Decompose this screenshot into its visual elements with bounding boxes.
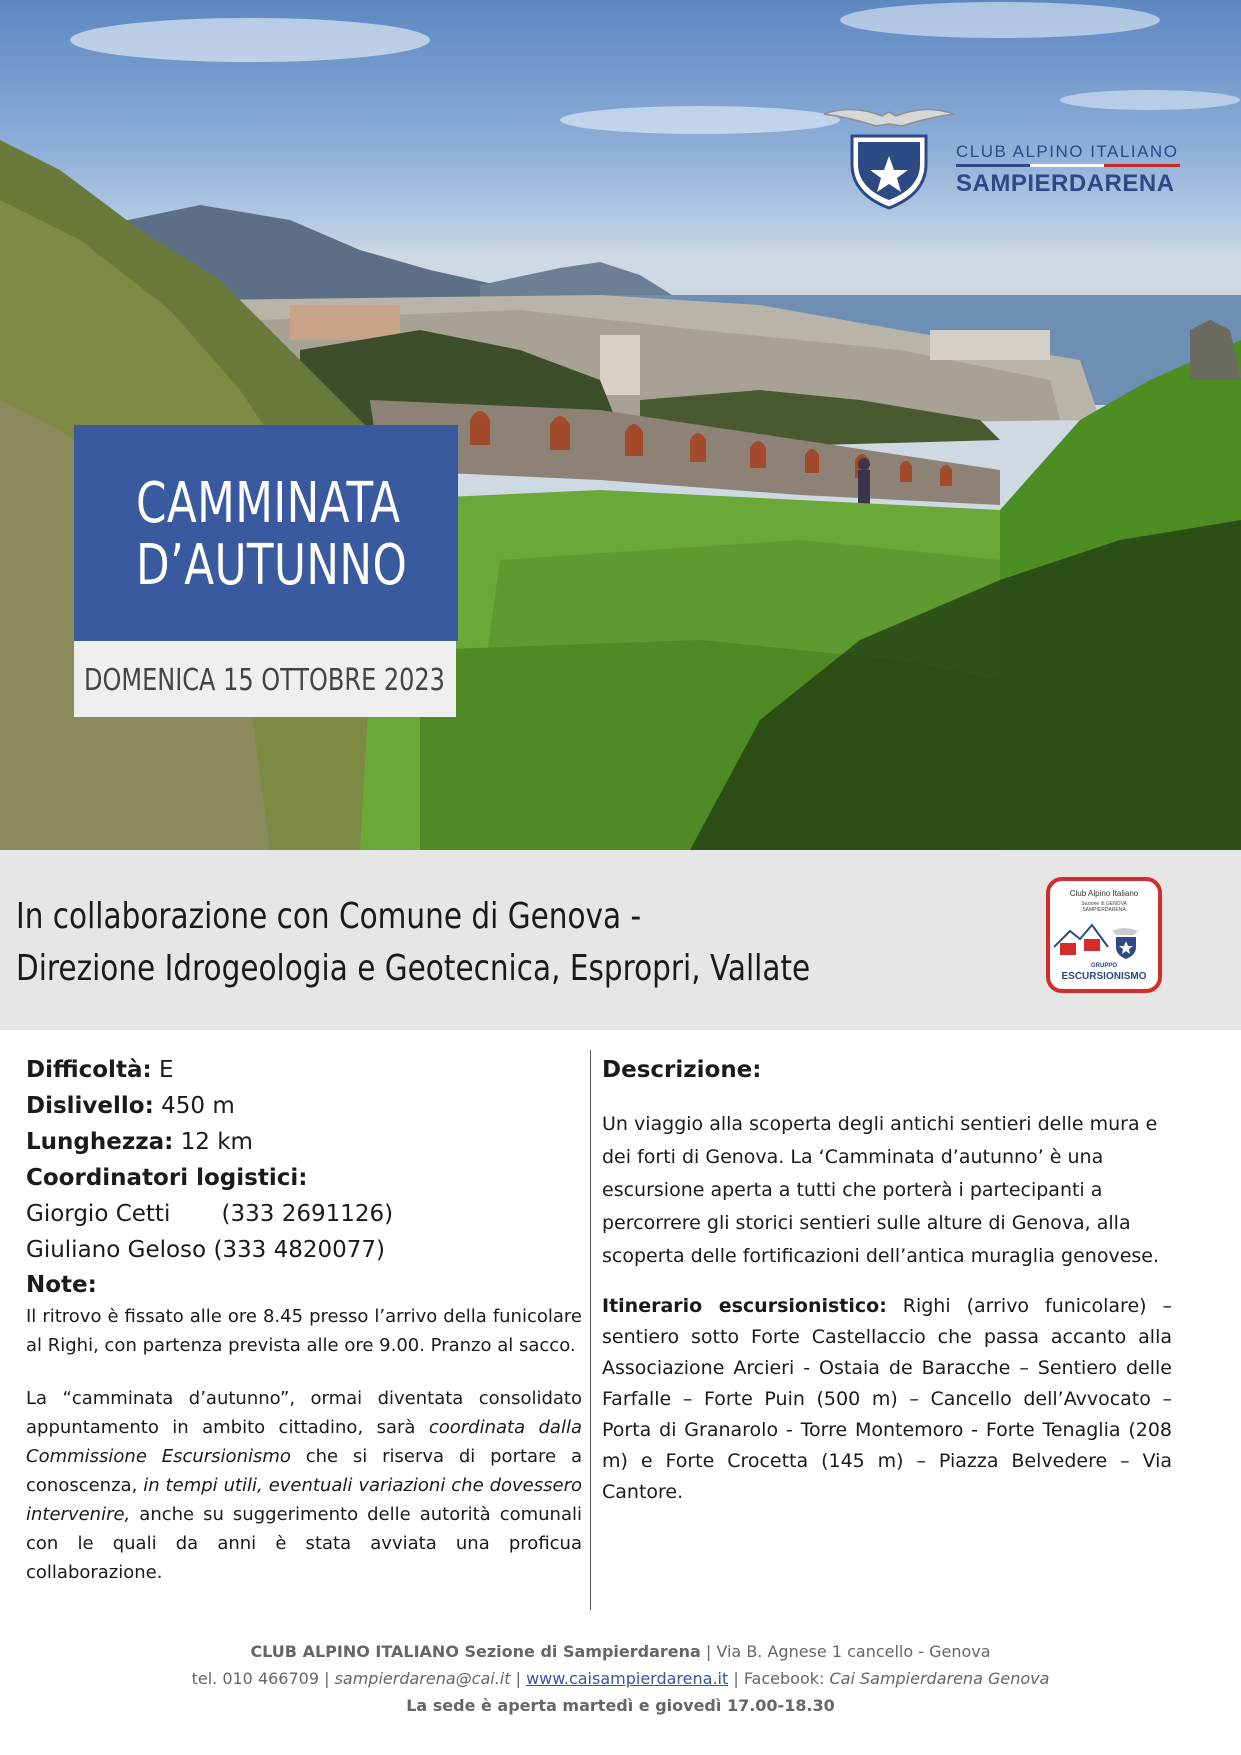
coordinator-row: Giorgio Cetti (333 2691126) — [26, 1201, 394, 1227]
org-name-line1: CLUB ALPINO ITALIANO — [956, 142, 1179, 161]
dislivello-row: Dislivello: 450 m — [26, 1093, 235, 1119]
coordinator-row: Giuliano Geloso (333 4820077) — [26, 1237, 386, 1263]
coordinatori-heading: Coordinatori logistici: — [26, 1165, 308, 1191]
badge-gruppo: GRUPPO — [1090, 963, 1117, 969]
difficolta-row: Difficoltà: E — [26, 1057, 174, 1083]
descrizione-heading: Descrizione: — [602, 1057, 762, 1083]
email-link[interactable]: sampierdarena@cai.it — [334, 1669, 511, 1688]
event-date: DOMENICA 15 OTTOBRE 2023 — [84, 663, 445, 698]
tricolor-rule — [956, 164, 1180, 167]
event-title-box — [74, 425, 458, 641]
hero-photo — [0, 0, 1241, 850]
gruppo-escursionismo-badge — [1046, 877, 1162, 993]
descrizione-text: Un viaggio alla scoperta degli antichi sentieri delle mura e dei forti di Genova. La ‘Camminata d’autunno’ è una escursione aperta a tutti che porterà i partecipanti a percorrere gli storici sentieri sulle alture di Genova, alla scoperta delle fortificazioni dell’antica muraglia genovese. — [602, 1113, 1160, 1267]
itinerario-text: Itinerario escursionistico: Righi (arrivo funicolare) – sentiero sotto Forte Castellaccio che passa accanto alla Associazione Arcieri - Ostaia de Baracche – Sentiero delle Farfalle – Forte Puin (500 m) – Cancello dell’Avvocato – Porta di Granarolo - Torre Montemoro - Forte Tenaglia (208 m) e Forte Crocetta (145 m) – Piazza Belvedere – Via Cantore. — [602, 1295, 1172, 1503]
cai-eagle-emblem-icon — [822, 104, 956, 214]
note-paragraph-1: Il ritrovo è fissato alle ore 8.45 presso l’arrivo della funicolare al Righi, con partenza prevista alle ore 9.00. Pranzo al sacco. — [26, 1306, 582, 1356]
details-column — [26, 1052, 582, 1587]
event-title-line2: D’AUTUNNO — [136, 533, 408, 598]
footer-line2: tel. 010 466709 | sampierdarena@cai.it | www.caisampierdarena.it | Facebook: Cai Sampierdarena Genova — [191, 1669, 1050, 1688]
badge-line2: Sezione di GENOVA SAMPIERDARENA — [1081, 901, 1127, 913]
note-heading: Note: — [26, 1272, 97, 1298]
description-column — [602, 1052, 1172, 1508]
column-divider — [590, 1050, 591, 1610]
cai-sampierdarena-logo — [822, 104, 1182, 214]
event-date-box — [74, 641, 456, 717]
badge-escursionismo: ESCURSIONISMO — [1061, 971, 1147, 982]
lunghezza-row: Lunghezza: 12 km — [26, 1129, 253, 1155]
event-title-line1: CAMMINATA — [136, 471, 401, 536]
org-name-line2: SAMPIERDARENA — [956, 170, 1175, 197]
event-title — [136, 471, 408, 598]
badge-line1: Club Alpino Italiano — [1069, 889, 1139, 898]
mountain-flag-icon — [1054, 917, 1154, 961]
collab-line2: Direzione Idrogeologia e Geotecnica, Espropri, Vallate — [16, 948, 811, 989]
facebook-link[interactable]: Cai Sampierdarena Genova — [829, 1669, 1050, 1688]
collab-line1: In collaborazione con Comune di Genova - — [16, 896, 642, 937]
footer — [0, 1638, 1241, 1719]
collaboration-band — [0, 850, 1241, 1030]
footer-hours: La sede è aperta martedì e giovedì 17.00-18.30 — [406, 1696, 835, 1715]
note-paragraph-2: La “camminata d’autunno”, ormai diventata consolidato appuntamento in ambito cittadino, sarà coordinata dalla Commissione Escursionismo che si riserva di portare a conoscenza, in tempi utili, eventuali variazioni che dovessero intervenire, anche su suggerimento delle autorità comunali con le quali da anni è stata avviata una proficua collaborazione. — [26, 1388, 582, 1583]
website-link[interactable]: www.caisampierdarena.it — [526, 1669, 729, 1688]
footer-line1: CLUB ALPINO ITALIANO Sezione di Sampierdarena | Via B. Agnese 1 cancello - Genova — [250, 1642, 991, 1661]
